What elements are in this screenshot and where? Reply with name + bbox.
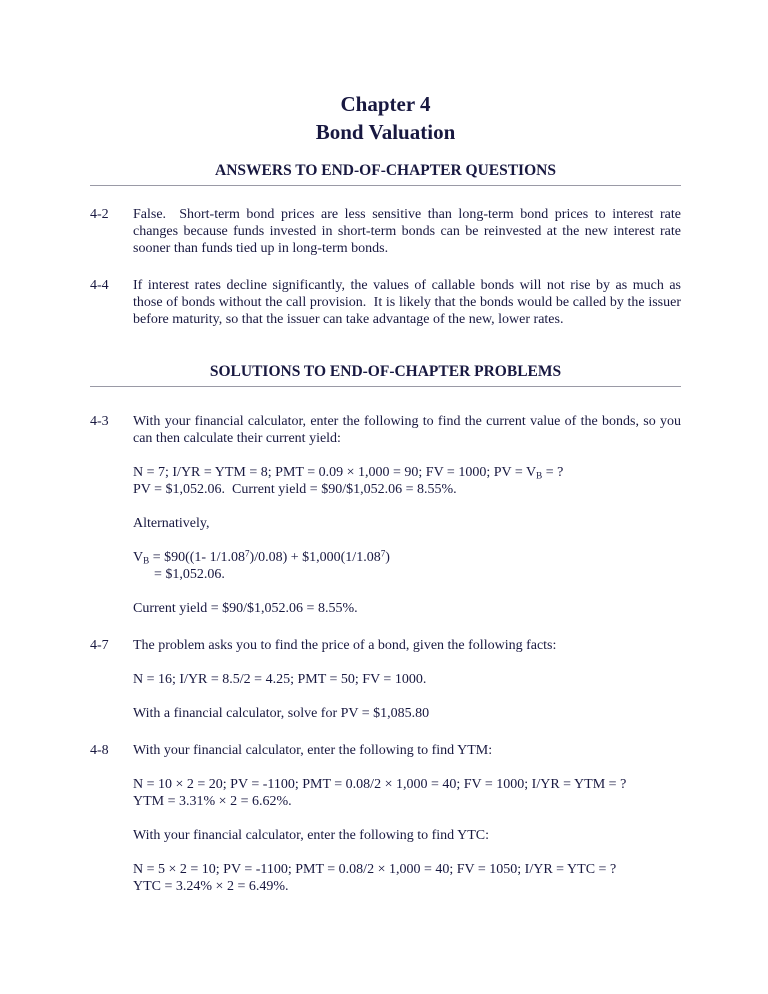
- item-number: 4-3: [90, 413, 109, 429]
- ytc-result-line: YTC = 3.24% × 2 = 6.49%.: [133, 878, 289, 894]
- solve-line: With a financial calculator, solve for PV = $1,085.80: [133, 705, 430, 721]
- answer-item-4-4: [90, 277, 685, 328]
- item-number: 4-7: [90, 637, 109, 653]
- answer-text: If interest rates decline significantly, the values of callable bonds will not rise by as much as those of bonds without the call provision. It is likely that the bonds would be called by the issuer before maturity, so that the issuer can take advantage of the new, lower rates.: [133, 277, 685, 327]
- calculator-inputs-line: N = 7; I/YR = YTM = 8; PMT = 0.09 × 1,000 = 90; FV = 1000; PV = $V_B$ = ?: [133, 464, 564, 481]
- formula-result-line: = $1,052.06.: [154, 566, 225, 582]
- chapter-title-line2: Bond Valuation: [315, 120, 456, 145]
- problem-body: [133, 637, 681, 722]
- item-number: 4-8: [90, 742, 109, 758]
- ytm-result-line: YTM = 3.31% × 2 = 6.62%.: [133, 793, 292, 809]
- item-number: 4-4: [90, 277, 109, 293]
- calculator-result-line: PV = $1,052.06. Current yield = $90/$1,052.06 = 8.55%.: [133, 481, 457, 497]
- calculator-inputs-line: N = 16; I/YR = 8.5/2 = 4.25; PMT = 50; FV = 1000.: [133, 671, 427, 687]
- problem-item-4-8: [90, 742, 681, 895]
- problem-item-4-7: [90, 637, 681, 722]
- bond-formula-line: $V_B$ = $90((1- $1/1.08^7)/0.08$) + $\$1,000(1/1.08^7)$: [133, 548, 390, 566]
- ytc-inputs-line: N = 5 × 2 = 10; PV = -1100; PMT = 0.08/2 × 1,000 = 40; FV = 1050; I/YR = YTC = ?: [133, 861, 617, 877]
- current-yield-line: Current yield = $90/$1,052.06 = 8.55%.: [133, 600, 358, 616]
- answers-section-heading: ANSWERS TO END-OF-CHAPTER QUESTIONS: [90, 161, 681, 186]
- ytm-inputs-line: N = 10 × 2 = 20; PV = -1100; PMT = 0.08/2 × 1,000 = 40; FV = 1000; I/YR = YTM = ?: [133, 776, 627, 792]
- solutions-section-heading: SOLUTIONS TO END-OF-CHAPTER PROBLEMS: [90, 362, 681, 387]
- answer-text: False. Short-term bond prices are less sensitive than long-term bond prices to interest rate changes because funds invested in short-term bonds can be reinvested at the new interest rate sooner than funds tied up in long-term bonds.: [133, 206, 685, 256]
- chapter-title-line1: Chapter 4: [340, 92, 431, 116]
- problem-body: [133, 742, 681, 895]
- alternatively-line: Alternatively,: [133, 515, 210, 531]
- problem-body: [133, 413, 685, 617]
- answer-body: [133, 206, 685, 257]
- problem-intro-ytm: With your financial calculator, enter the following to find YTM:: [133, 742, 493, 758]
- problem-intro-ytc: With your financial calculator, enter the following to find YTC:: [133, 827, 490, 843]
- item-number: 4-2: [90, 206, 109, 222]
- answer-item-4-2: [90, 206, 685, 257]
- answer-body: [133, 277, 685, 328]
- problem-intro: The problem asks you to find the price of a bond, given the following facts:: [133, 637, 557, 653]
- problem-item-4-3: [90, 413, 685, 617]
- problem-intro: With your financial calculator, enter the following to find the current value of the bonds, so you can then calculate their current yield:: [133, 413, 685, 446]
